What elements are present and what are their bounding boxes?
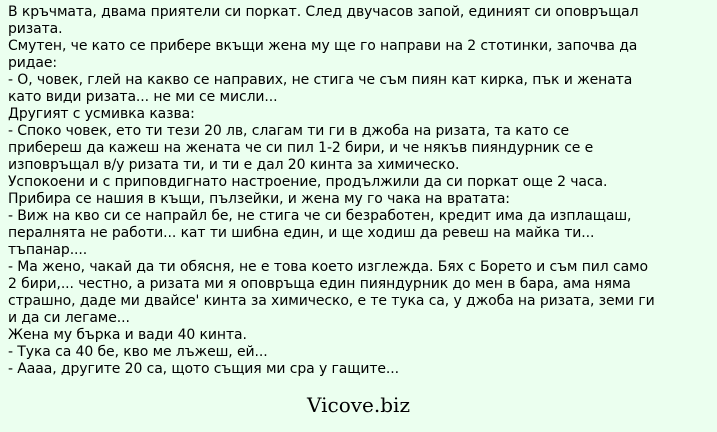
joke-line: - Тука са 40 бе, кво ме лъжеш, ей... <box>8 344 268 360</box>
joke-line: Успокоени и с приповдигнато настроение, продължили да си поркат още 2 часа. <box>8 174 608 190</box>
joke-line: - Ма жено, чакай да ти обясня, не е това което изглежда. Бях с Борето и съм пил само <box>8 259 648 275</box>
joke-line: - Аааа, другите 20 са, щото същия ми сра у гащите... <box>8 361 399 377</box>
joke-line: 2 бири,... честно, а ризата ми я оповръща един пияндурник до мен в бара, ама няма <box>8 276 631 292</box>
joke-line: Жена му бърка и вади 40 кинта. <box>8 327 247 343</box>
joke-line: ризата. <box>8 21 63 37</box>
joke-line: като види ризата... не ми се мисли... <box>8 89 278 105</box>
joke-line: тъпанар.... <box>8 242 88 258</box>
joke-line: - О, човек, глей на какво се направих, не стига че съм пиян кат кирка, пък и жената <box>8 72 633 88</box>
joke-text <box>8 4 708 378</box>
joke-line: Смутен, че като се прибере вкъщи жена му ще го направи на 2 стотинки, започва да <box>8 38 638 54</box>
joke-line: В кръчмата, двама приятели си поркат. След двучасов запой, единият си оповръщал <box>8 4 639 20</box>
joke-line: Прибира се нашия в къщи, пълзейки, и жена му го чака на вратата: <box>8 191 510 207</box>
joke-line: изповръщал в/у ризата ти, и ти е дал 20 кинта за химическо. <box>8 157 460 173</box>
joke-line: прибереш да кажеш на жената че си пил 1-2 бири, и че някъв пияндурник се е <box>8 140 594 156</box>
joke-line: ридае: <box>8 55 57 71</box>
joke-line: страшно, даде ми двайсе' кинта за химическо, е те тука са, у джоба на ризата, земи ги <box>8 293 655 309</box>
site-watermark: Vicove.biz <box>307 393 410 417</box>
joke-line: Другият с усмивка казва: <box>8 106 195 122</box>
joke-line: пералнята не работи... кат ти шибна един, и ще ходиш да ревеш на майка ти... <box>8 225 595 241</box>
joke-line: - Виж на кво си се напрайл бе, не стига че си безработен, кредит има да изплащаш, <box>8 208 632 224</box>
joke-line: и да си легаме... <box>8 310 130 326</box>
joke-line: - Споко човек, ето ти тези 20 лв, слагам ти ги в джоба на ризата, та като се <box>8 123 570 139</box>
